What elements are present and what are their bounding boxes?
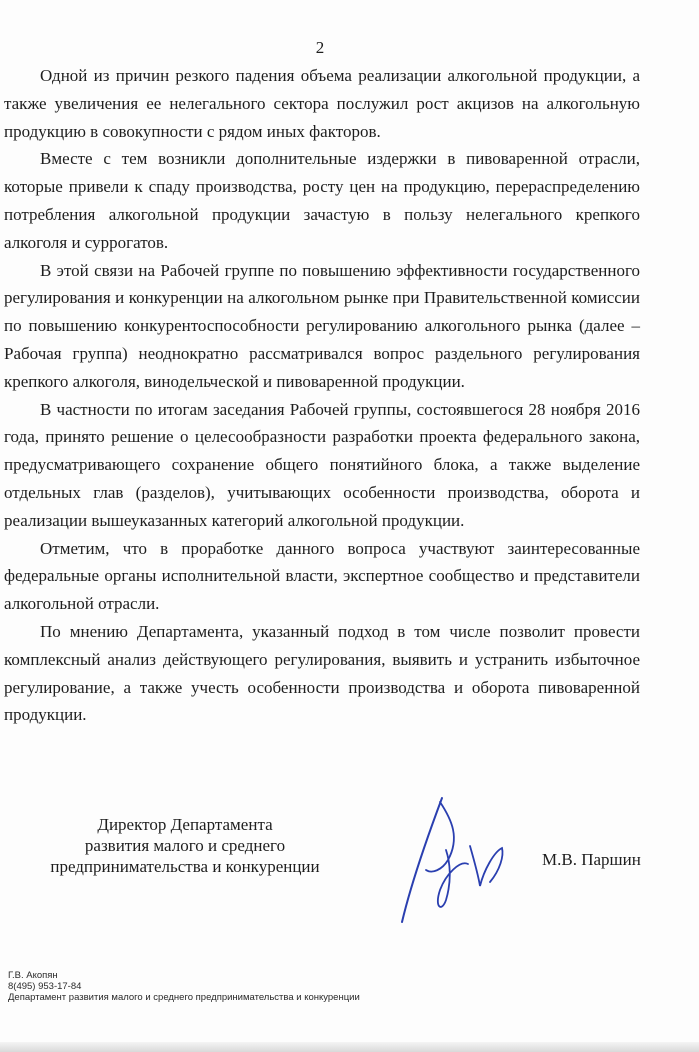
page-number: 2 <box>315 38 325 57</box>
executor-phone: 8(495) 953-17-84 <box>8 981 82 992</box>
signatory-title-line-2: развития малого и среднего <box>84 836 286 855</box>
executor-name: Г.В. Акопян <box>8 970 58 981</box>
paragraph-2: Вместе с тем возникли дополнительные издержки в пивоваренной отрасли, которые привели к спаду производства, росту цен на продукцию, перераспределению потребления алкогольной продукции зачастую в пользу нелегального крепкого алкоголя и суррогатов. <box>4 149 640 252</box>
paragraph-5: Отметим, что в проработке данного вопроса участвуют заинтересованные федеральные органы исполнительной власти, экспертное сообщество и представители алкогольной отрасли. <box>4 538 640 614</box>
signer-name: М.В. Паршин <box>542 850 641 869</box>
executor-department: Департамент развития малого и среднего предпринимательства и конкуренции <box>8 992 360 1003</box>
letter-body <box>4 62 640 729</box>
paragraph-3: В этой связи на Рабочей группе по повышению эффективности государственного регулирования и конкуренции на алкогольном рынке при Правительственной комиссии по повышению конкурентоспособности регулированию алкогольного рынка (далее – Рабочая группа) неоднократно рассматривался вопрос раздельного регулирования крепкого алкоголя, винодельческой и пивоваренной продукции. <box>4 260 640 391</box>
signatory-title-line-3: предпринимательства и конкуренции <box>50 857 320 876</box>
scan-bottom-edge <box>0 1042 699 1052</box>
executor-footer <box>8 970 360 1003</box>
handwritten-signature <box>390 790 520 930</box>
paragraph-4: В частности по итогам заседания Рабочей группы, состоявшегося 28 ноября 2016 года, принято решение о целесообразности разработки проекта федерального закона, предусматривающего сохранение общего понятийного блока, а также выделение отдельных глав (разделов), учитывающих особенности производства, оборота и реализации вышеуказанных категорий алкогольной продукции. <box>4 399 640 530</box>
paragraph-1: Одной из причин резкого падения объема реализации алкогольной продукции, а также увеличения ее нелегального сектора послужил рост акцизов на алкогольную продукцию в совокупности с рядом иных факторов. <box>4 66 640 141</box>
signatory-title <box>30 814 340 877</box>
signatory-title-line-1: Директор Департамента <box>97 815 273 834</box>
paragraph-6: По мнению Департамента, указанный подход в том числе позволит провести комплексный анализ действующего регулирования, выявить и устранить избыточное регулирование, а также учесть особенности производства и оборота пивоваренной продукции. <box>4 621 640 725</box>
